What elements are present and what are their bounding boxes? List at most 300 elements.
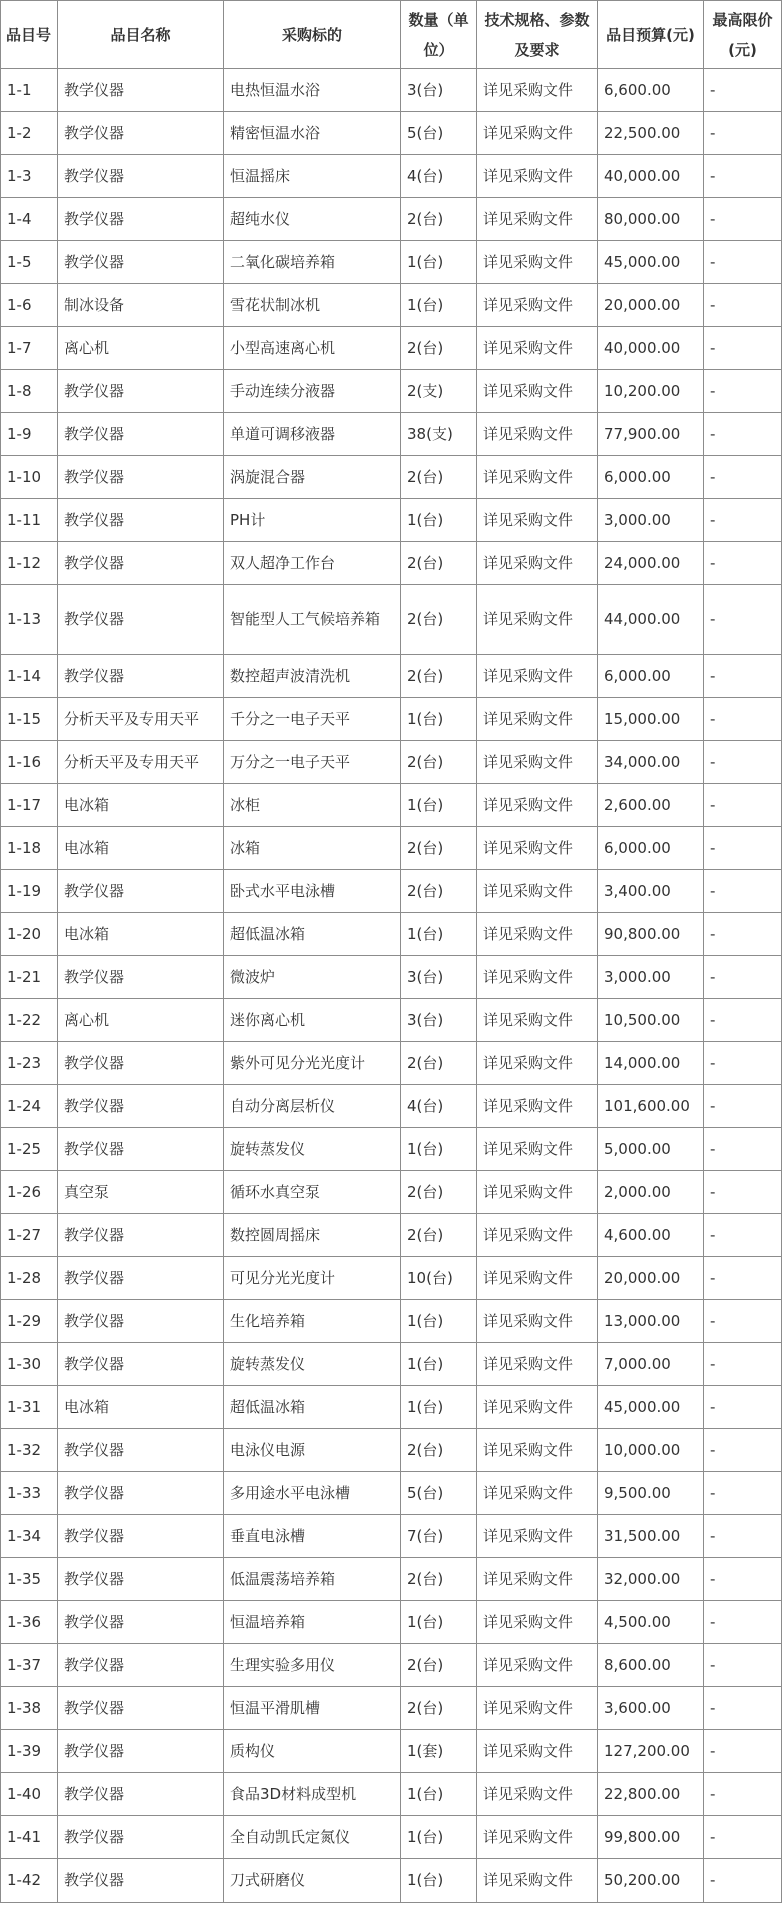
table-row	[1, 655, 782, 698]
table-row	[1, 112, 782, 155]
item-number-cell: 1-31	[1, 1386, 58, 1429]
header-procurement-subject: 采购标的	[224, 1, 401, 69]
specs-cell: 详见采购文件	[477, 913, 598, 956]
max-price-cell: -	[704, 1085, 782, 1128]
item-name-cell: 教学仪器	[58, 956, 224, 999]
quantity-cell: 1(台)	[401, 698, 477, 741]
table-row	[1, 1601, 782, 1644]
specs-cell: 详见采购文件	[477, 542, 598, 585]
specs-cell: 详见采购文件	[477, 741, 598, 784]
procurement-subject-cell: 垂直电泳槽	[224, 1515, 401, 1558]
procurement-subject-cell: 双人超净工作台	[224, 542, 401, 585]
max-price-cell: -	[704, 456, 782, 499]
header-item-name: 品目名称	[58, 1, 224, 69]
item-name-cell: 教学仪器	[58, 542, 224, 585]
quantity-cell: 3(台)	[401, 999, 477, 1042]
specs-cell: 详见采购文件	[477, 1515, 598, 1558]
item-name-cell: 真空泵	[58, 1171, 224, 1214]
max-price-cell: -	[704, 784, 782, 827]
procurement-subject-cell: 数控圆周摇床	[224, 1214, 401, 1257]
specs-cell: 详见采购文件	[477, 1429, 598, 1472]
max-price-cell: -	[704, 999, 782, 1042]
item-number-cell: 1-16	[1, 741, 58, 784]
table-row	[1, 1773, 782, 1816]
specs-cell: 详见采购文件	[477, 1343, 598, 1386]
procurement-subject-cell: 可见分光光度计	[224, 1257, 401, 1300]
table-row	[1, 1687, 782, 1730]
quantity-cell: 1(台)	[401, 1343, 477, 1386]
procurement-subject-cell: 电热恒温水浴	[224, 69, 401, 112]
quantity-cell: 7(台)	[401, 1515, 477, 1558]
item-name-cell: 教学仪器	[58, 1601, 224, 1644]
item-name-cell: 教学仪器	[58, 499, 224, 542]
budget-cell: 7,000.00	[598, 1343, 704, 1386]
procurement-subject-cell: 万分之一电子天平	[224, 741, 401, 784]
item-name-cell: 教学仪器	[58, 1644, 224, 1687]
budget-cell: 3,400.00	[598, 870, 704, 913]
quantity-cell: 2(台)	[401, 327, 477, 370]
quantity-cell: 2(台)	[401, 827, 477, 870]
quantity-cell: 5(台)	[401, 112, 477, 155]
max-price-cell: -	[704, 1644, 782, 1687]
budget-cell: 32,000.00	[598, 1558, 704, 1601]
item-number-cell: 1-23	[1, 1042, 58, 1085]
table-row	[1, 499, 782, 542]
budget-cell: 4,500.00	[598, 1601, 704, 1644]
quantity-cell: 2(支)	[401, 370, 477, 413]
budget-cell: 20,000.00	[598, 1257, 704, 1300]
item-number-cell: 1-39	[1, 1730, 58, 1773]
budget-cell: 40,000.00	[598, 155, 704, 198]
item-name-cell: 教学仪器	[58, 456, 224, 499]
budget-cell: 10,200.00	[598, 370, 704, 413]
table-body	[1, 69, 782, 1903]
item-number-cell: 1-28	[1, 1257, 58, 1300]
table-row	[1, 1515, 782, 1558]
item-name-cell: 教学仪器	[58, 241, 224, 284]
specs-cell: 详见采购文件	[477, 327, 598, 370]
max-price-cell: -	[704, 69, 782, 112]
item-name-cell: 教学仪器	[58, 1515, 224, 1558]
max-price-cell: -	[704, 112, 782, 155]
specs-cell: 详见采购文件	[477, 1816, 598, 1859]
budget-cell: 10,500.00	[598, 999, 704, 1042]
specs-cell: 详见采购文件	[477, 1386, 598, 1429]
max-price-cell: -	[704, 1300, 782, 1343]
procurement-subject-cell: 精密恒温水浴	[224, 112, 401, 155]
max-price-cell: -	[704, 827, 782, 870]
quantity-cell: 38(支)	[401, 413, 477, 456]
max-price-cell: -	[704, 1386, 782, 1429]
item-name-cell: 教学仪器	[58, 1730, 224, 1773]
specs-cell: 详见采购文件	[477, 698, 598, 741]
budget-cell: 22,500.00	[598, 112, 704, 155]
max-price-cell: -	[704, 155, 782, 198]
max-price-cell: -	[704, 956, 782, 999]
budget-cell: 3,000.00	[598, 956, 704, 999]
item-name-cell: 教学仪器	[58, 1128, 224, 1171]
item-number-cell: 1-26	[1, 1171, 58, 1214]
budget-cell: 50,200.00	[598, 1859, 704, 1903]
max-price-cell: -	[704, 241, 782, 284]
specs-cell: 详见采购文件	[477, 413, 598, 456]
budget-cell: 31,500.00	[598, 1515, 704, 1558]
specs-cell: 详见采购文件	[477, 1171, 598, 1214]
quantity-cell: 1(套)	[401, 1730, 477, 1773]
budget-cell: 44,000.00	[598, 585, 704, 655]
item-number-cell: 1-34	[1, 1515, 58, 1558]
header-item-number: 品目号	[1, 1, 58, 69]
table-row	[1, 913, 782, 956]
max-price-cell: -	[704, 1472, 782, 1515]
procurement-subject-cell: 冰箱	[224, 827, 401, 870]
max-price-cell: -	[704, 327, 782, 370]
budget-cell: 40,000.00	[598, 327, 704, 370]
budget-cell: 5,000.00	[598, 1128, 704, 1171]
procurement-subject-cell: 低温震荡培养箱	[224, 1558, 401, 1601]
item-name-cell: 教学仪器	[58, 112, 224, 155]
specs-cell: 详见采购文件	[477, 456, 598, 499]
item-number-cell: 1-32	[1, 1429, 58, 1472]
item-number-cell: 1-6	[1, 284, 58, 327]
max-price-cell: -	[704, 1601, 782, 1644]
item-number-cell: 1-13	[1, 585, 58, 655]
header-specs-requirements: 技术规格、参数及要求	[477, 1, 598, 69]
quantity-cell: 1(台)	[401, 913, 477, 956]
table-row	[1, 1429, 782, 1472]
max-price-cell: -	[704, 284, 782, 327]
procurement-subject-cell: 紫外可见分光光度计	[224, 1042, 401, 1085]
item-name-cell: 离心机	[58, 999, 224, 1042]
procurement-subject-cell: 生理实验多用仪	[224, 1644, 401, 1687]
item-name-cell: 教学仪器	[58, 413, 224, 456]
table-row	[1, 1816, 782, 1859]
max-price-cell: -	[704, 1859, 782, 1903]
item-name-cell: 教学仪器	[58, 655, 224, 698]
quantity-cell: 1(台)	[401, 1128, 477, 1171]
procurement-subject-cell: 刀式研磨仪	[224, 1859, 401, 1903]
table-row	[1, 542, 782, 585]
table-row	[1, 698, 782, 741]
item-number-cell: 1-36	[1, 1601, 58, 1644]
specs-cell: 详见采购文件	[477, 1601, 598, 1644]
quantity-cell: 2(台)	[401, 456, 477, 499]
procurement-subject-cell: 卧式水平电泳槽	[224, 870, 401, 913]
specs-cell: 详见采购文件	[477, 241, 598, 284]
procurement-subject-cell: 全自动凯氏定氮仪	[224, 1816, 401, 1859]
specs-cell: 详见采购文件	[477, 1085, 598, 1128]
item-number-cell: 1-17	[1, 784, 58, 827]
table-row	[1, 1644, 782, 1687]
specs-cell: 详见采购文件	[477, 1214, 598, 1257]
max-price-cell: -	[704, 698, 782, 741]
quantity-cell: 3(台)	[401, 69, 477, 112]
quantity-cell: 1(台)	[401, 499, 477, 542]
item-number-cell: 1-8	[1, 370, 58, 413]
procurement-subject-cell: 电泳仪电源	[224, 1429, 401, 1472]
item-number-cell: 1-4	[1, 198, 58, 241]
procurement-subject-cell: 食品3D材料成型机	[224, 1773, 401, 1816]
quantity-cell: 1(台)	[401, 1601, 477, 1644]
budget-cell: 6,600.00	[598, 69, 704, 112]
item-number-cell: 1-10	[1, 456, 58, 499]
quantity-cell: 2(台)	[401, 198, 477, 241]
item-name-cell: 教学仪器	[58, 1558, 224, 1601]
item-name-cell: 教学仪器	[58, 198, 224, 241]
item-number-cell: 1-15	[1, 698, 58, 741]
procurement-subject-cell: 自动分离层析仪	[224, 1085, 401, 1128]
budget-cell: 20,000.00	[598, 284, 704, 327]
item-number-cell: 1-21	[1, 956, 58, 999]
budget-cell: 3,600.00	[598, 1687, 704, 1730]
specs-cell: 详见采购文件	[477, 112, 598, 155]
item-name-cell: 教学仪器	[58, 1859, 224, 1903]
budget-cell: 80,000.00	[598, 198, 704, 241]
budget-cell: 101,600.00	[598, 1085, 704, 1128]
item-name-cell: 电冰箱	[58, 913, 224, 956]
item-name-cell: 教学仪器	[58, 585, 224, 655]
budget-cell: 3,000.00	[598, 499, 704, 542]
procurement-subject-cell: 微波炉	[224, 956, 401, 999]
item-number-cell: 1-27	[1, 1214, 58, 1257]
item-number-cell: 1-37	[1, 1644, 58, 1687]
table-row	[1, 1386, 782, 1429]
specs-cell: 详见采购文件	[477, 1128, 598, 1171]
table-row	[1, 69, 782, 112]
quantity-cell: 1(台)	[401, 1816, 477, 1859]
table-row	[1, 1128, 782, 1171]
table-row	[1, 1730, 782, 1773]
table-row	[1, 1257, 782, 1300]
item-number-cell: 1-11	[1, 499, 58, 542]
procurement-subject-cell: 二氧化碳培养箱	[224, 241, 401, 284]
budget-cell: 127,200.00	[598, 1730, 704, 1773]
procurement-subject-cell: 智能型人工气候培养箱	[224, 585, 401, 655]
table-row	[1, 327, 782, 370]
table-row	[1, 1214, 782, 1257]
budget-cell: 10,000.00	[598, 1429, 704, 1472]
item-name-cell: 教学仪器	[58, 1429, 224, 1472]
specs-cell: 详见采购文件	[477, 198, 598, 241]
max-price-cell: -	[704, 1128, 782, 1171]
budget-cell: 8,600.00	[598, 1644, 704, 1687]
max-price-cell: -	[704, 1257, 782, 1300]
header-quantity-unit: 数量（单位）	[401, 1, 477, 69]
specs-cell: 详见采购文件	[477, 155, 598, 198]
budget-cell: 14,000.00	[598, 1042, 704, 1085]
max-price-cell: -	[704, 1042, 782, 1085]
max-price-cell: -	[704, 370, 782, 413]
item-name-cell: 教学仪器	[58, 1773, 224, 1816]
item-name-cell: 分析天平及专用天平	[58, 741, 224, 784]
max-price-cell: -	[704, 1515, 782, 1558]
procurement-subject-cell: PH计	[224, 499, 401, 542]
specs-cell: 详见采购文件	[477, 870, 598, 913]
procurement-subject-cell: 数控超声波清洗机	[224, 655, 401, 698]
max-price-cell: -	[704, 1429, 782, 1472]
max-price-cell: -	[704, 1773, 782, 1816]
quantity-cell: 4(台)	[401, 1085, 477, 1128]
quantity-cell: 2(台)	[401, 655, 477, 698]
quantity-cell: 2(台)	[401, 1429, 477, 1472]
procurement-subject-cell: 恒温培养箱	[224, 1601, 401, 1644]
max-price-cell: -	[704, 413, 782, 456]
quantity-cell: 1(台)	[401, 1859, 477, 1903]
table-row	[1, 1472, 782, 1515]
procurement-subject-cell: 涡旋混合器	[224, 456, 401, 499]
specs-cell: 详见采购文件	[477, 1257, 598, 1300]
quantity-cell: 1(台)	[401, 241, 477, 284]
item-number-cell: 1-42	[1, 1859, 58, 1903]
header-item-budget: 品目预算(元)	[598, 1, 704, 69]
budget-cell: 45,000.00	[598, 1386, 704, 1429]
quantity-cell: 2(台)	[401, 1214, 477, 1257]
specs-cell: 详见采购文件	[477, 1859, 598, 1903]
quantity-cell: 4(台)	[401, 155, 477, 198]
quantity-cell: 2(台)	[401, 1644, 477, 1687]
item-number-cell: 1-33	[1, 1472, 58, 1515]
item-number-cell: 1-38	[1, 1687, 58, 1730]
max-price-cell: -	[704, 655, 782, 698]
budget-cell: 13,000.00	[598, 1300, 704, 1343]
specs-cell: 详见采购文件	[477, 784, 598, 827]
max-price-cell: -	[704, 913, 782, 956]
quantity-cell: 2(台)	[401, 1687, 477, 1730]
table-row	[1, 1042, 782, 1085]
procurement-subject-cell: 冰柜	[224, 784, 401, 827]
item-number-cell: 1-30	[1, 1343, 58, 1386]
max-price-cell: -	[704, 870, 782, 913]
budget-cell: 6,000.00	[598, 655, 704, 698]
specs-cell: 详见采购文件	[477, 1558, 598, 1601]
item-number-cell: 1-12	[1, 542, 58, 585]
max-price-cell: -	[704, 499, 782, 542]
quantity-cell: 2(台)	[401, 585, 477, 655]
specs-cell: 详见采购文件	[477, 999, 598, 1042]
quantity-cell: 3(台)	[401, 956, 477, 999]
specs-cell: 详见采购文件	[477, 284, 598, 327]
table-row	[1, 870, 782, 913]
table-row	[1, 784, 782, 827]
budget-cell: 22,800.00	[598, 1773, 704, 1816]
item-number-cell: 1-3	[1, 155, 58, 198]
specs-cell: 详见采购文件	[477, 1687, 598, 1730]
item-name-cell: 教学仪器	[58, 155, 224, 198]
budget-cell: 6,000.00	[598, 456, 704, 499]
item-name-cell: 制冰设备	[58, 284, 224, 327]
max-price-cell: -	[704, 1343, 782, 1386]
table-row	[1, 370, 782, 413]
max-price-cell: -	[704, 585, 782, 655]
max-price-cell: -	[704, 1816, 782, 1859]
table-row	[1, 1171, 782, 1214]
procurement-subject-cell: 超低温冰箱	[224, 913, 401, 956]
max-price-cell: -	[704, 741, 782, 784]
item-number-cell: 1-24	[1, 1085, 58, 1128]
table-row	[1, 827, 782, 870]
item-number-cell: 1-20	[1, 913, 58, 956]
table-row	[1, 198, 782, 241]
table-row	[1, 1300, 782, 1343]
item-name-cell: 教学仪器	[58, 1472, 224, 1515]
procurement-subject-cell: 手动连续分液器	[224, 370, 401, 413]
item-name-cell: 教学仪器	[58, 69, 224, 112]
table-row	[1, 413, 782, 456]
item-number-cell: 1-19	[1, 870, 58, 913]
specs-cell: 详见采购文件	[477, 69, 598, 112]
item-number-cell: 1-14	[1, 655, 58, 698]
max-price-cell: -	[704, 542, 782, 585]
item-number-cell: 1-18	[1, 827, 58, 870]
table-row	[1, 741, 782, 784]
budget-cell: 2,000.00	[598, 1171, 704, 1214]
item-number-cell: 1-35	[1, 1558, 58, 1601]
table-row	[1, 1859, 782, 1903]
item-name-cell: 教学仪器	[58, 1214, 224, 1257]
quantity-cell: 1(台)	[401, 284, 477, 327]
budget-cell: 6,000.00	[598, 827, 704, 870]
item-name-cell: 教学仪器	[58, 870, 224, 913]
item-name-cell: 教学仪器	[58, 1300, 224, 1343]
budget-cell: 9,500.00	[598, 1472, 704, 1515]
quantity-cell: 2(台)	[401, 870, 477, 913]
table-row	[1, 456, 782, 499]
item-name-cell: 离心机	[58, 327, 224, 370]
table-row	[1, 585, 782, 655]
quantity-cell: 2(台)	[401, 1171, 477, 1214]
budget-cell: 2,600.00	[598, 784, 704, 827]
budget-cell: 45,000.00	[598, 241, 704, 284]
table-row	[1, 999, 782, 1042]
budget-cell: 15,000.00	[598, 698, 704, 741]
quantity-cell: 1(台)	[401, 1300, 477, 1343]
procurement-subject-cell: 雪花状制冰机	[224, 284, 401, 327]
table-row	[1, 1343, 782, 1386]
item-number-cell: 1-2	[1, 112, 58, 155]
item-number-cell: 1-9	[1, 413, 58, 456]
specs-cell: 详见采购文件	[477, 1730, 598, 1773]
specs-cell: 详见采购文件	[477, 499, 598, 542]
quantity-cell: 2(台)	[401, 1042, 477, 1085]
specs-cell: 详见采购文件	[477, 655, 598, 698]
item-number-cell: 1-29	[1, 1300, 58, 1343]
specs-cell: 详见采购文件	[477, 827, 598, 870]
item-number-cell: 1-22	[1, 999, 58, 1042]
table-row	[1, 1085, 782, 1128]
specs-cell: 详见采购文件	[477, 585, 598, 655]
procurement-subject-cell: 单道可调移液器	[224, 413, 401, 456]
item-name-cell: 电冰箱	[58, 827, 224, 870]
header-max-price: 最高限价(元)	[704, 1, 782, 69]
table-row	[1, 956, 782, 999]
max-price-cell: -	[704, 1558, 782, 1601]
item-name-cell: 电冰箱	[58, 1386, 224, 1429]
procurement-subject-cell: 循环水真空泵	[224, 1171, 401, 1214]
table-row	[1, 155, 782, 198]
procurement-subject-cell: 小型高速离心机	[224, 327, 401, 370]
procurement-subject-cell: 恒温摇床	[224, 155, 401, 198]
item-number-cell: 1-7	[1, 327, 58, 370]
max-price-cell: -	[704, 1730, 782, 1773]
item-name-cell: 教学仪器	[58, 1085, 224, 1128]
specs-cell: 详见采购文件	[477, 1644, 598, 1687]
budget-cell: 90,800.00	[598, 913, 704, 956]
item-name-cell: 教学仪器	[58, 1042, 224, 1085]
item-number-cell: 1-25	[1, 1128, 58, 1171]
item-name-cell: 教学仪器	[58, 1343, 224, 1386]
specs-cell: 详见采购文件	[477, 1472, 598, 1515]
quantity-cell: 2(台)	[401, 741, 477, 784]
